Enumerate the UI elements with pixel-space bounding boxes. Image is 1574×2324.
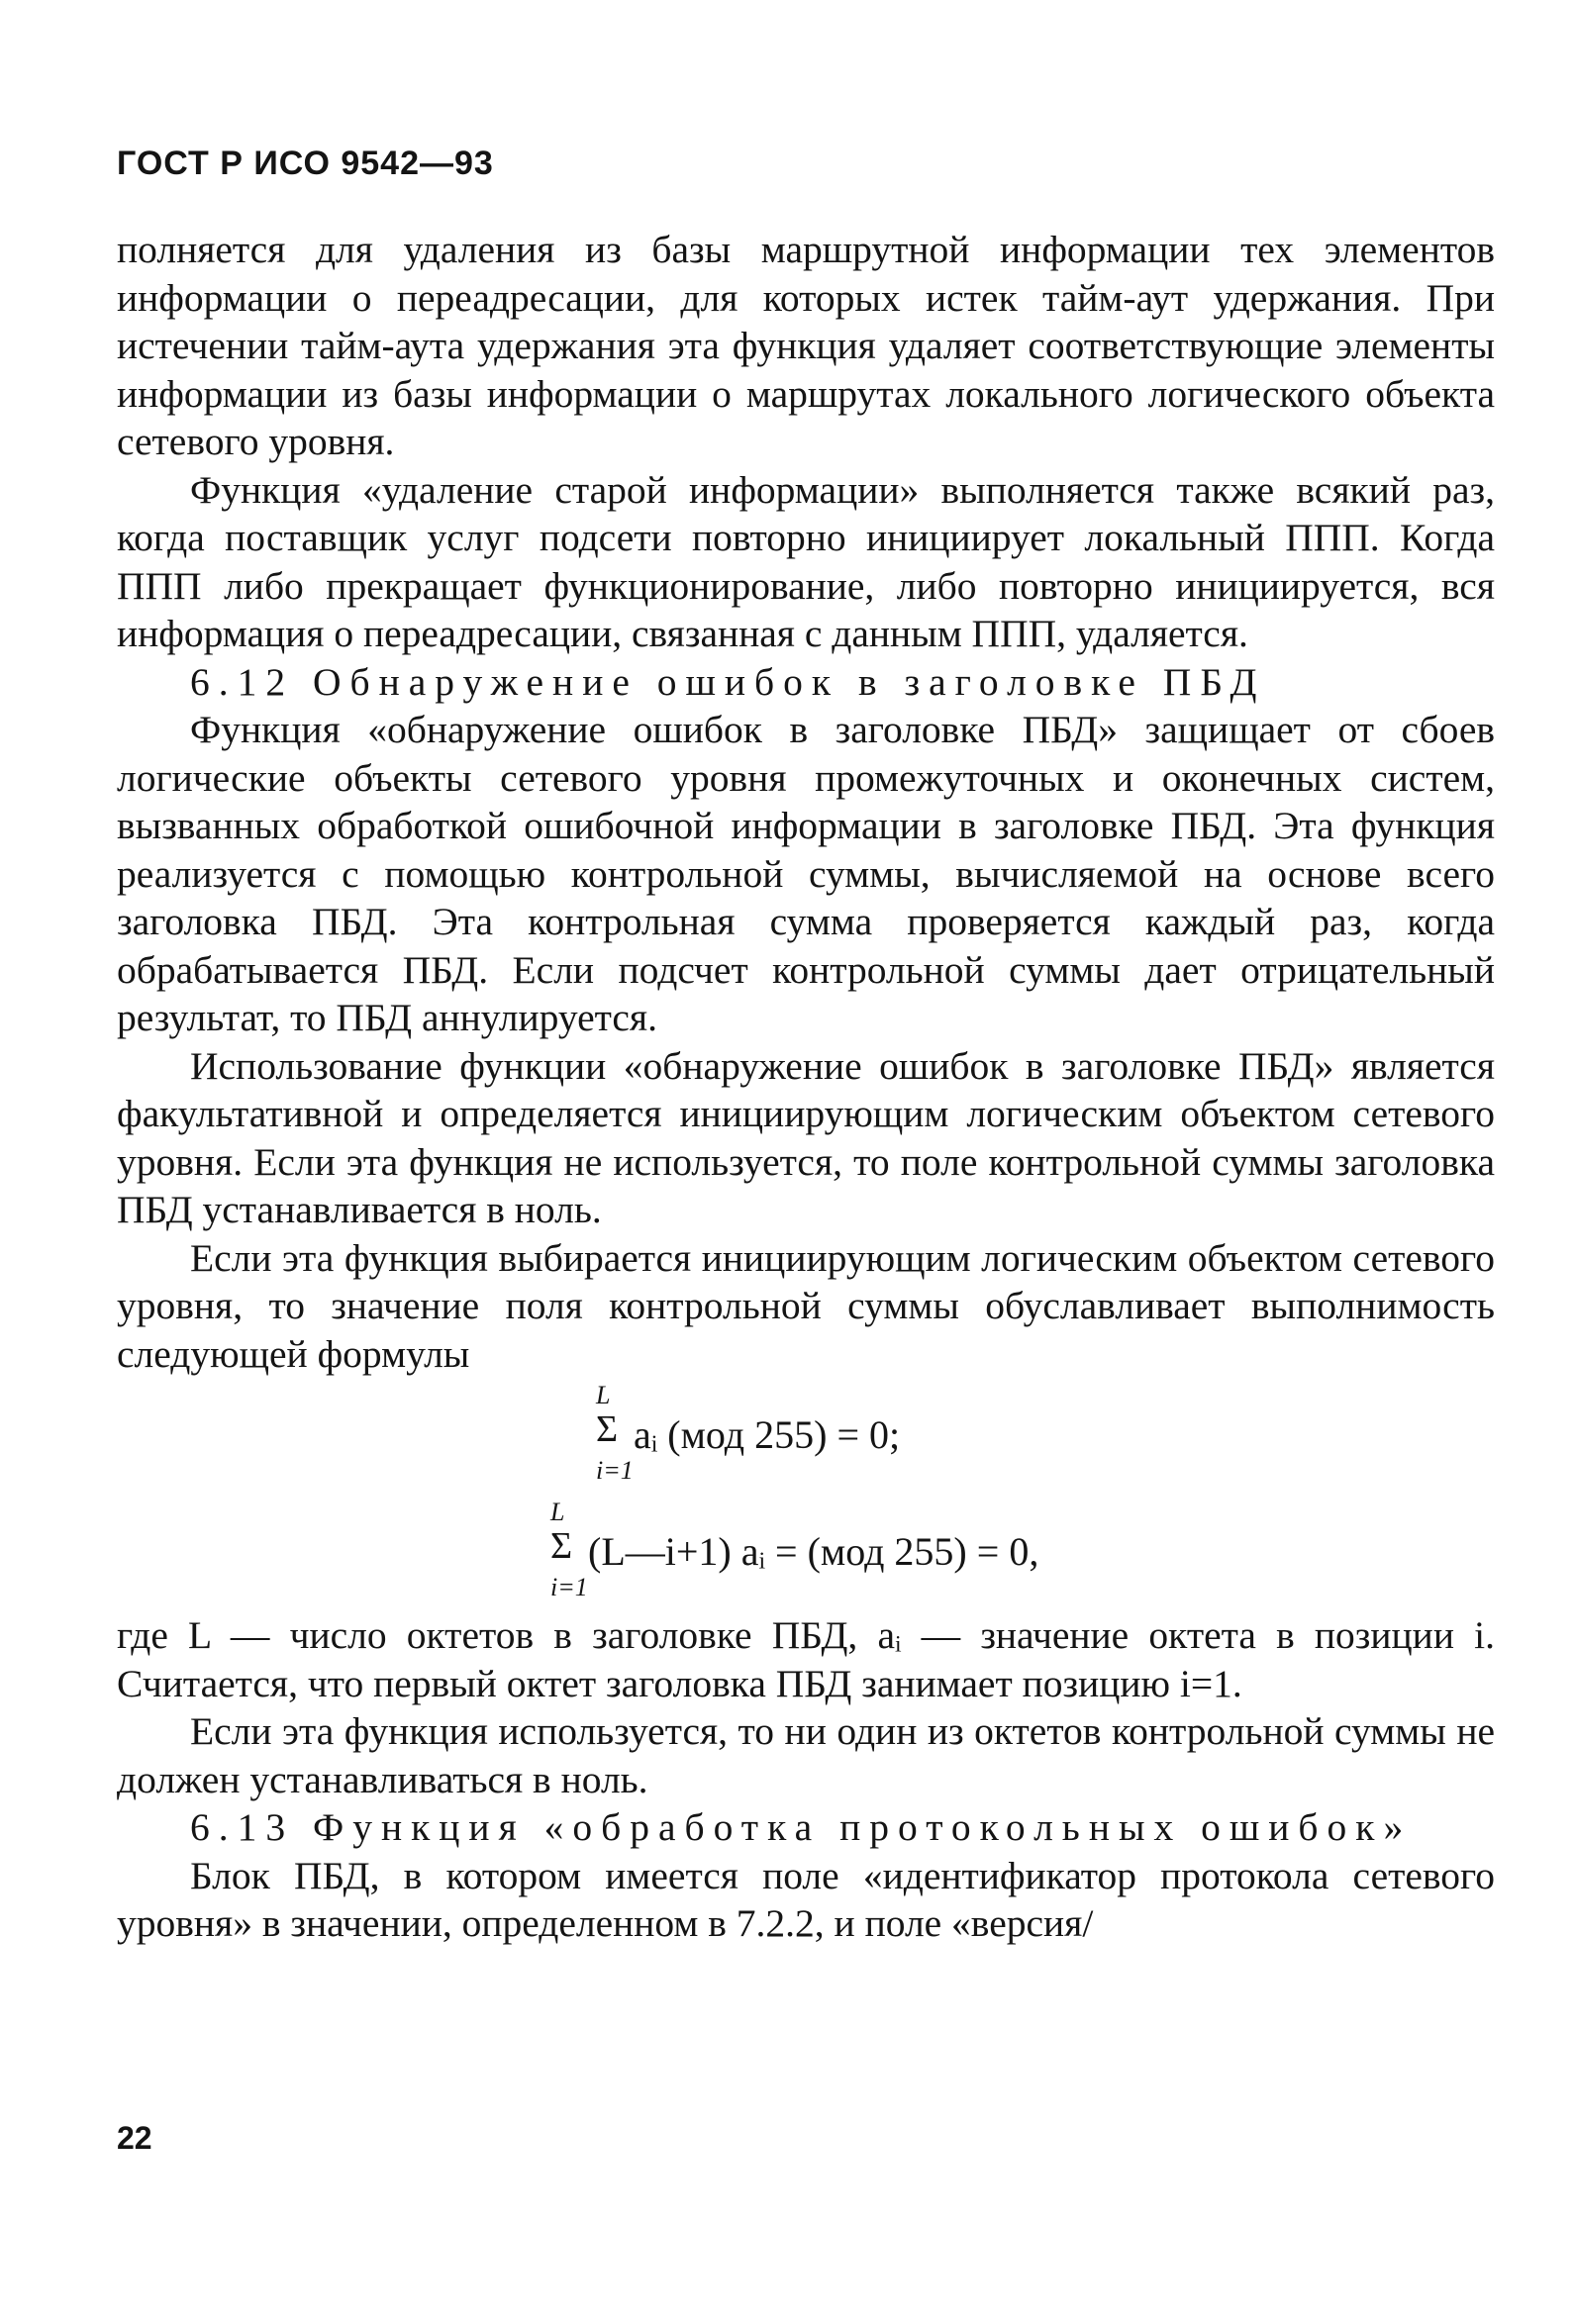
paragraph: где L — число октетов в заголовке ПБД, aᵢ — значение октета в позиции i. Считается, что первый октет заголовка ПБД занимает позицию i=1. [117, 1613, 1495, 1705]
paragraph: полняется для удаления из базы маршрутной информации тех элементов информации о переадресации, для которых истек тайм-аут удержания. При истечении тайм-аута удержания эта функция удаляет соответствующие элементы информации из базы информации о маршрутах локального логического объекта сетевого уровня. [117, 228, 1495, 463]
checksum-formula-1 [117, 1378, 1495, 1495]
paragraph: Функция «удаление старой информации» выполняется также всякий раз, когда поставщик услуг подсети повторно инициирует локальный ППП. Когда ППП либо прекращает функционирование, либо повторно инициируется, вся информация о переадресации, связанная с данным ППП, удаляется. [117, 467, 1495, 655]
page-header: ГОСТ Р ИСО 9542—93 [117, 145, 494, 182]
sum-upper-limit: L [550, 1498, 565, 1526]
sum-lower-limit: i=1 [550, 1573, 588, 1601]
body-text [117, 226, 1495, 1948]
paragraph: Использование функции «обнаружение ошибок в заголовке ПБД» является факультативной и определяется инициирующим логическим объектом сетевого уровня. Если эта функция не используется, то поле контрольной суммы заголовка ПБД устанавливается в ноль. [117, 1043, 1495, 1231]
formula-expression: (L—i+1) aᵢ = (мод 255) = 0, [588, 1529, 1039, 1574]
sum-lower-limit: i=1 [596, 1456, 634, 1485]
paragraph: Функция «обнаружение ошибок в заголовке ПБД» защищает от сбоев логические объекты сетевого уровня промежуточных и оконечных систем, вызванных обработкой ошибочной информации в заголовке ПБД. Эта функция реализуется с помощью контрольной суммы, вычисляемой на основе всего заголовка ПБД. Эта контрольная сумма проверяется каждый раз, когда обрабатывается ПБД. Если подсчет контрольной суммы дает отрицательный результат, то ПБД аннулируется. [117, 708, 1495, 1039]
paragraph: Блок ПБД, в котором имеется поле «идентификатор протокола сетевого уровня» в значении, определенном в 7.2.2, и поле «версия/ [117, 1853, 1495, 1945]
section-heading-6-13: 6.13 Функция «обработка протокольных ошибок» [190, 1805, 1413, 1849]
sum-symbol: Σ [596, 1408, 619, 1450]
paragraph: Если эта функция используется, то ни один из октетов контрольной суммы не должен устанавливаться в ноль. [117, 1709, 1495, 1801]
page-number: 22 [117, 2120, 152, 2156]
formula-expression: aᵢ (мод 255) = 0; [634, 1412, 901, 1457]
section-heading-6-12: 6.12 Обнаружение ошибок в заголовке ПБД [190, 659, 1266, 704]
paragraph: Если эта функция выбирается инициирующим логическим объектом сетевого уровня, то значение поля контрольной суммы обуславливает выполнимость следующей формулы [117, 1235, 1495, 1376]
checksum-formula-2 [117, 1495, 1495, 1611]
sum-upper-limit: L [596, 1381, 611, 1409]
sum-symbol: Σ [550, 1525, 573, 1567]
